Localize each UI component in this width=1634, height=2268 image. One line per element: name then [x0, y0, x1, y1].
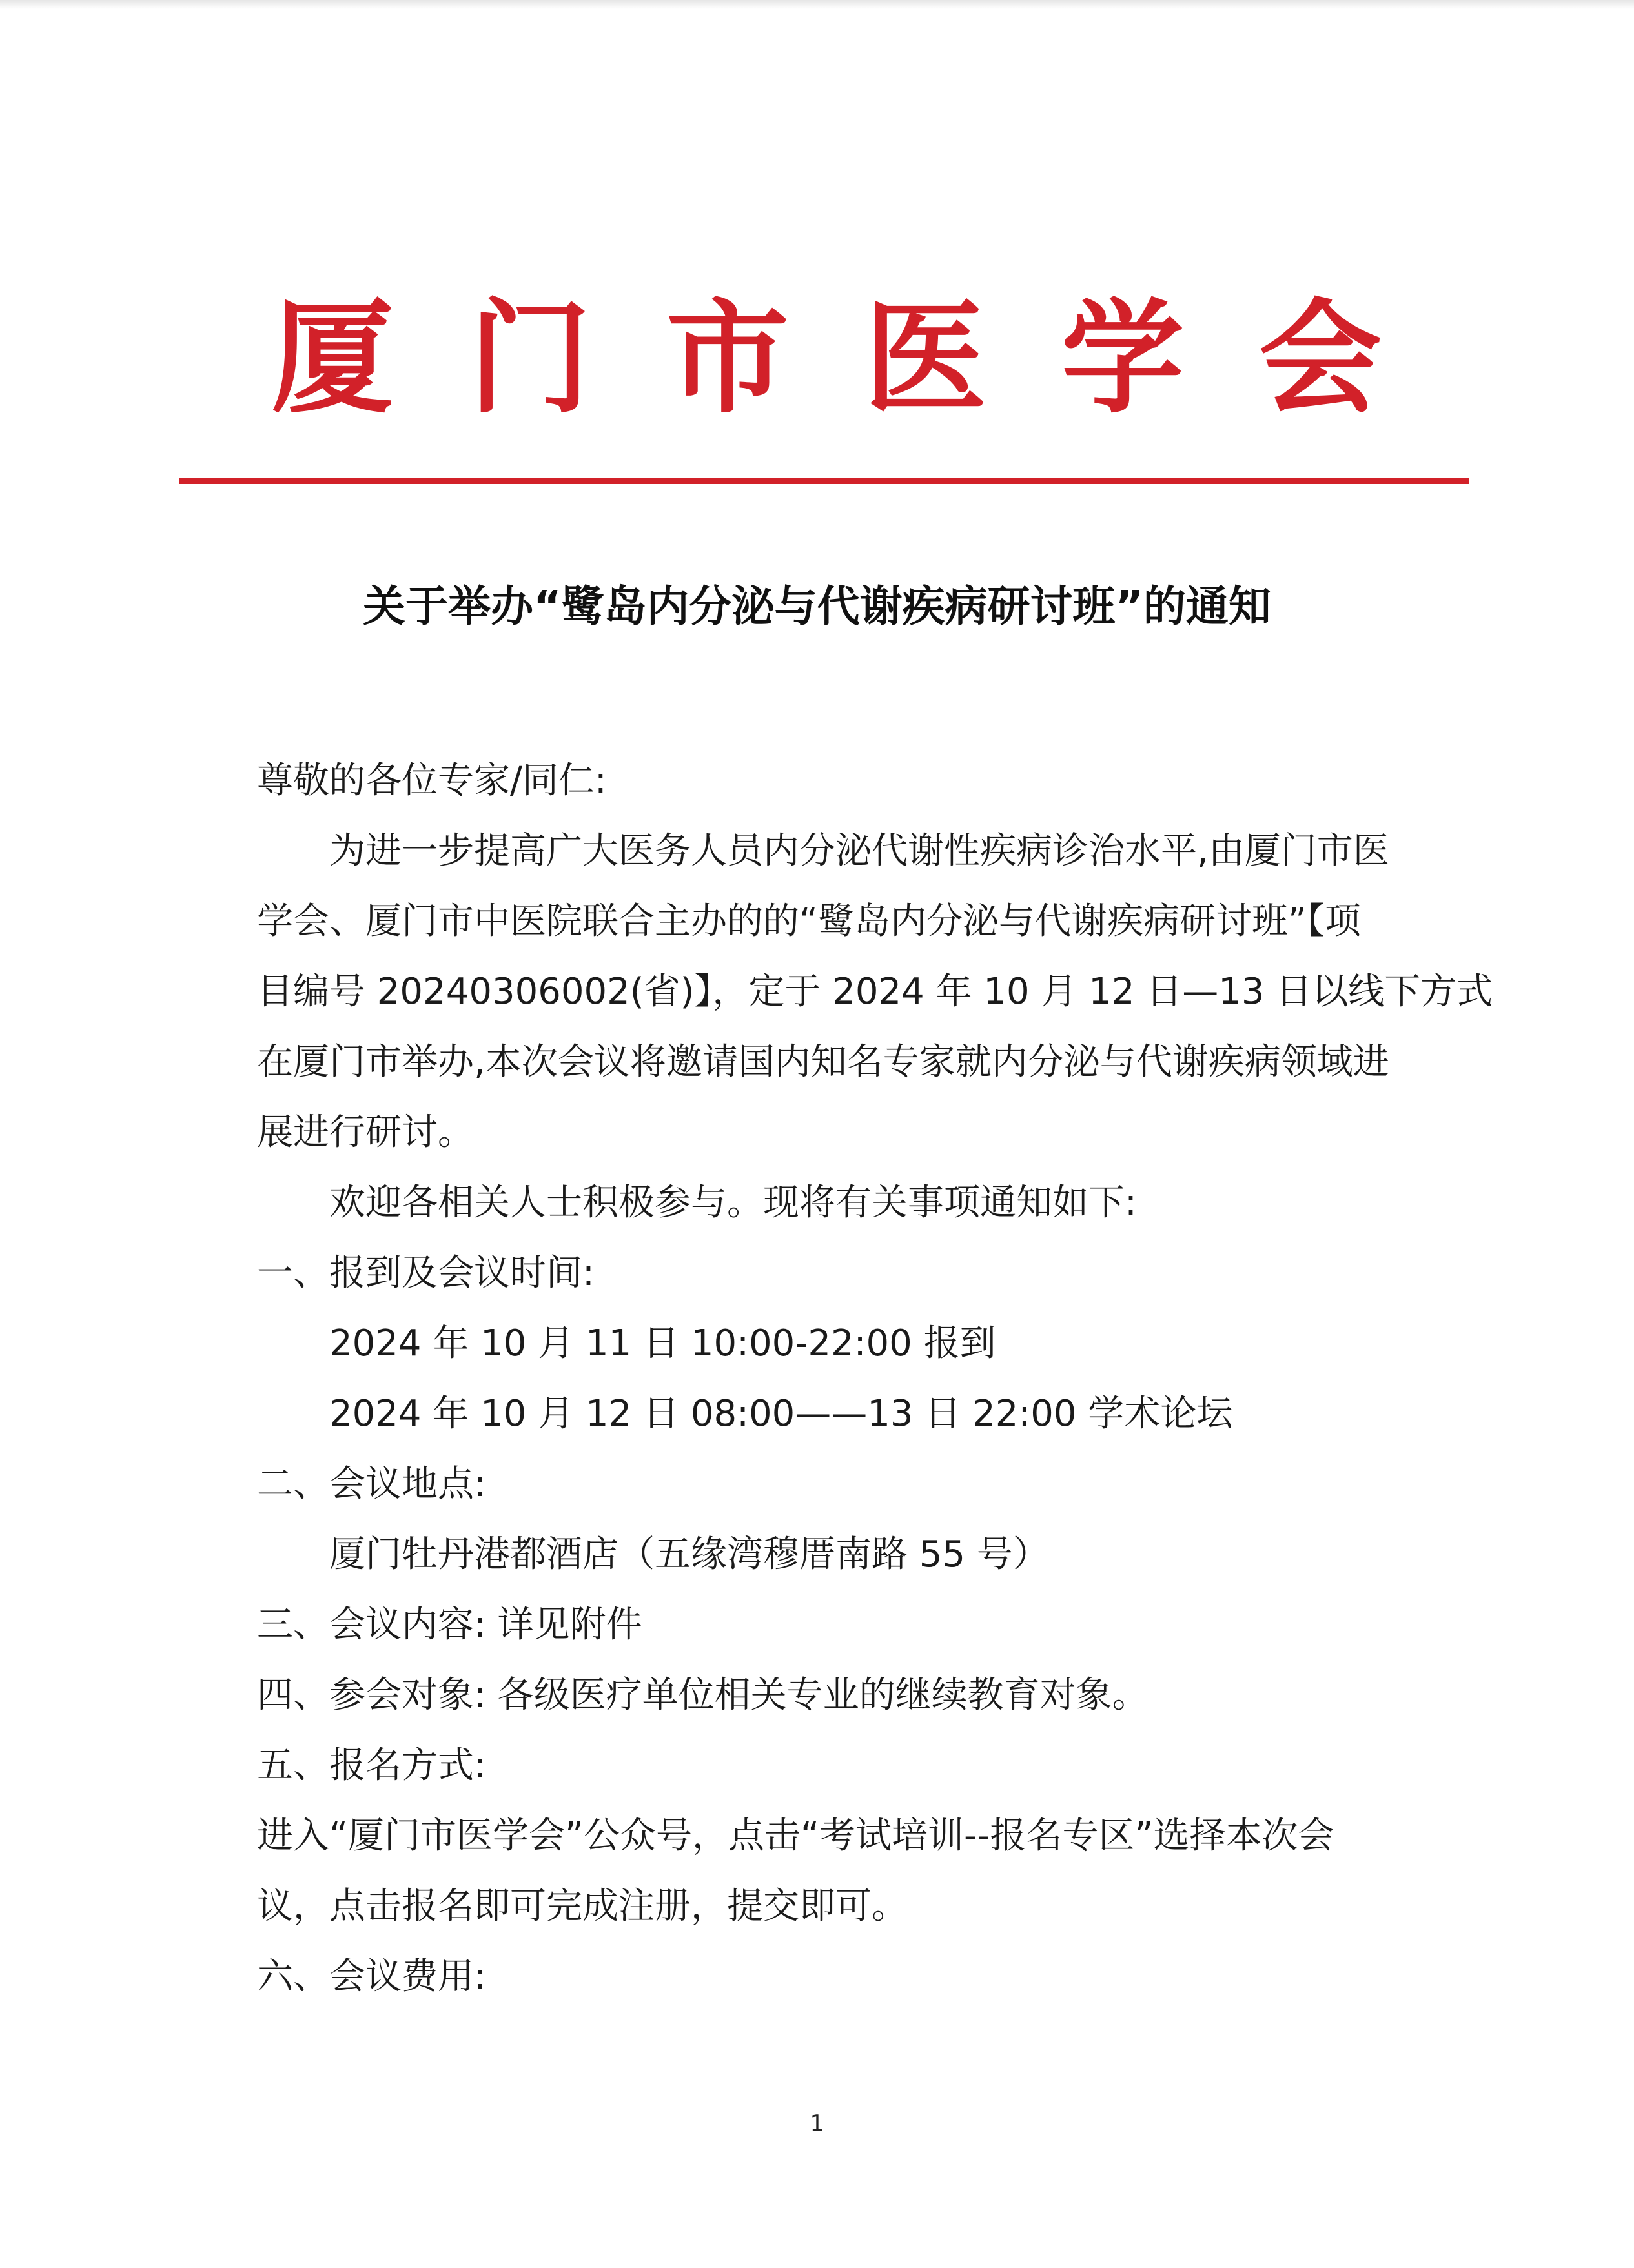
section-heading: 三、会议内容: 详见附件	[257, 1604, 642, 1646]
letterhead-char: 厦	[271, 286, 394, 430]
body-line: 目编号 20240306002(省)】，定于 2024 年 10 月 12 日—13 日以线下方式	[257, 971, 1493, 1013]
body-line: 在厦门市举办,本次会议将邀请国内知名专家就内分泌与代谢疾病领域进	[257, 1041, 1389, 1083]
letterhead-char: 学	[1061, 286, 1184, 430]
document-title: 关于举办“鹭岛内分泌与代谢疾病研讨班”的通知	[363, 582, 1271, 631]
body-line: 为进一步提高广大医务人员内分泌代谢性疾病诊治水平,由厦门市医	[329, 830, 1389, 872]
letterhead-char: 会	[1258, 286, 1382, 430]
letterhead-char: 医	[863, 286, 986, 430]
body-line: 欢迎各相关人士积极参与。现将有关事项通知如下:	[329, 1182, 1137, 1224]
section-heading: 四、参会对象: 各级医疗单位相关专业的继续教育对象。	[257, 1674, 1149, 1716]
salutation: 尊敬的各位专家/同仁:	[257, 760, 607, 802]
scan-edge-shadow	[0, 0, 1634, 9]
section-heading: 一、报到及会议时间:	[257, 1252, 595, 1294]
body-line: 展进行研讨。	[257, 1111, 474, 1153]
letterhead-org-name	[271, 284, 1382, 432]
letterhead-char: 市	[666, 286, 789, 430]
page-number: 1	[810, 2111, 824, 2136]
schedule-item: 2024 年 10 月 12 日 08:00——13 日 22:00 学术论坛	[329, 1393, 1233, 1435]
letterhead-char: 门	[468, 286, 591, 430]
section-heading: 六、会议费用:	[257, 1956, 486, 1998]
schedule-item: 2024 年 10 月 11 日 10:00-22:00 报到	[329, 1322, 996, 1364]
venue-text: 厦门牡丹港都酒店（五缘湾穆厝南路 55 号）	[329, 1534, 1049, 1575]
section-heading: 二、会议地点:	[257, 1463, 486, 1505]
section-heading: 五、报名方式:	[257, 1745, 486, 1787]
body-line: 学会、厦门市中医院联合主办的的“鹭岛内分泌与代谢疾病研讨班”【项	[257, 900, 1362, 942]
letterhead-red-rule	[179, 478, 1469, 484]
body-line: 议，点击报名即可完成注册，提交即可。	[257, 1885, 908, 1927]
body-line: 进入“厦门市医学会”公众号，点击“考试培训--报名专区”选择本次会	[257, 1815, 1334, 1857]
